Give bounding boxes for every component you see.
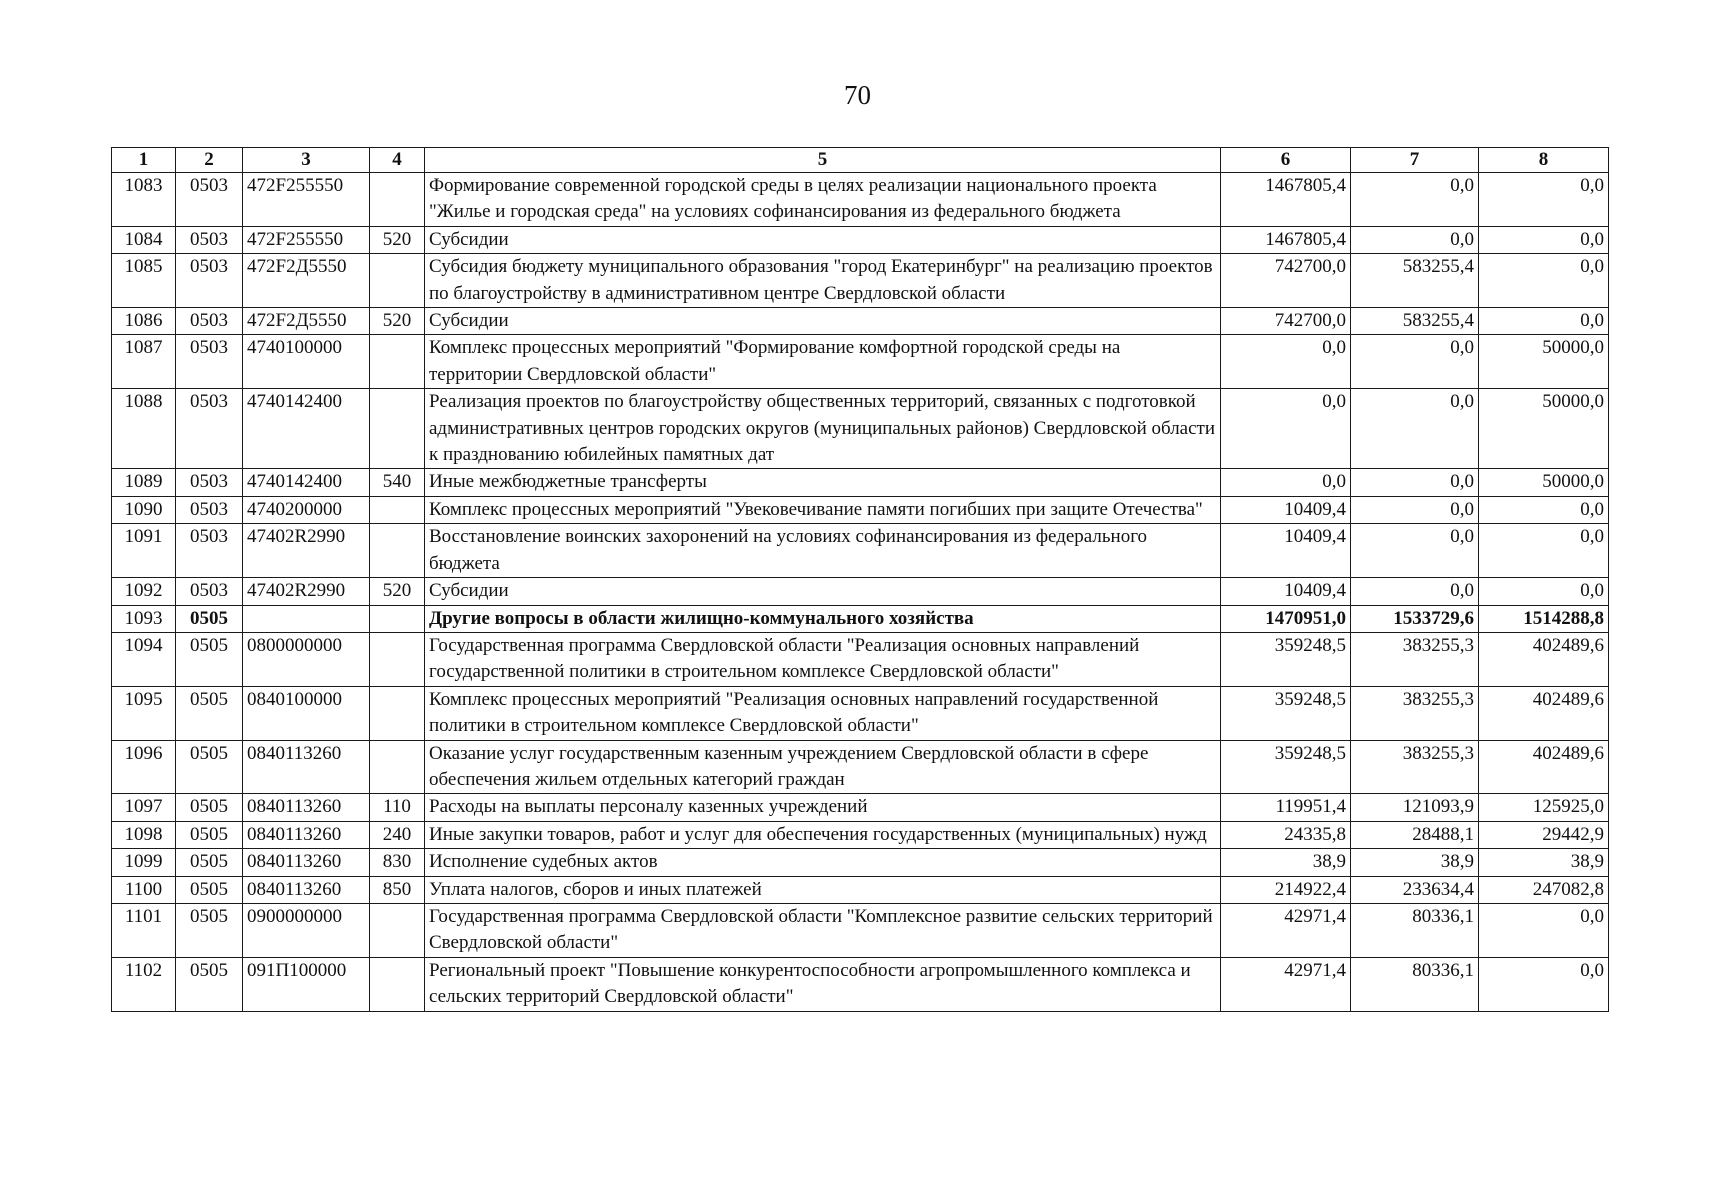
amount-year-3: 0,0 (1479, 578, 1609, 605)
amount-year-1: 38,9 (1221, 849, 1351, 876)
column-header: 1 (112, 148, 176, 173)
amount-year-1: 214922,4 (1221, 876, 1351, 903)
row-number: 1099 (112, 849, 176, 876)
amount-year-1: 0,0 (1221, 335, 1351, 389)
column-header: 7 (1351, 148, 1479, 173)
amount-year-3: 38,9 (1479, 849, 1609, 876)
row-number: 1095 (112, 686, 176, 740)
amount-year-1: 10409,4 (1221, 496, 1351, 523)
table-body (112, 173, 1609, 1012)
table-row (112, 957, 1609, 1011)
amount-year-1: 10409,4 (1221, 578, 1351, 605)
table-header-row (112, 148, 1609, 173)
target-article-code: 091П100000 (243, 957, 370, 1011)
expense-type-code (370, 903, 425, 957)
amount-year-3: 0,0 (1479, 308, 1609, 335)
row-number: 1086 (112, 308, 176, 335)
table-row (112, 524, 1609, 578)
section-code: 0503 (176, 335, 243, 389)
amount-year-2: 80336,1 (1351, 903, 1479, 957)
target-article-code: 0840100000 (243, 686, 370, 740)
table-row (112, 632, 1609, 686)
amount-year-3: 247082,8 (1479, 876, 1609, 903)
section-code: 0503 (176, 389, 243, 469)
target-article-code: 0840113260 (243, 849, 370, 876)
row-number: 1089 (112, 469, 176, 496)
expense-type-code: 540 (370, 469, 425, 496)
column-header: 6 (1221, 148, 1351, 173)
expense-type-code (370, 605, 425, 632)
amount-year-2: 1533729,6 (1351, 605, 1479, 632)
row-description: Государственная программа Свердловской области "Реализация основных направлений государственной политики в строительном комплексе Свердловской области" (425, 632, 1221, 686)
expense-type-code (370, 496, 425, 523)
row-description: Уплата налогов, сборов и иных платежей (425, 876, 1221, 903)
row-number: 1097 (112, 794, 176, 821)
table-row (112, 469, 1609, 496)
table-row (112, 389, 1609, 469)
row-number: 1087 (112, 335, 176, 389)
amount-year-3: 0,0 (1479, 903, 1609, 957)
column-header: 5 (425, 148, 1221, 173)
amount-year-2: 0,0 (1351, 389, 1479, 469)
table-row (112, 496, 1609, 523)
amount-year-3: 402489,6 (1479, 686, 1609, 740)
amount-year-2: 583255,4 (1351, 254, 1479, 308)
expense-type-code (370, 740, 425, 794)
amount-year-2: 383255,3 (1351, 686, 1479, 740)
amount-year-2: 0,0 (1351, 578, 1479, 605)
amount-year-1: 1470951,0 (1221, 605, 1351, 632)
target-article-code: 4740200000 (243, 496, 370, 523)
row-number: 1085 (112, 254, 176, 308)
section-code: 0505 (176, 876, 243, 903)
row-number: 1083 (112, 173, 176, 227)
amount-year-3: 0,0 (1479, 226, 1609, 253)
row-description: Субсидии (425, 578, 1221, 605)
column-header: 3 (243, 148, 370, 173)
target-article-code: 47402R2990 (243, 578, 370, 605)
amount-year-1: 359248,5 (1221, 740, 1351, 794)
row-number: 1102 (112, 957, 176, 1011)
amount-year-2: 583255,4 (1351, 308, 1479, 335)
amount-year-1: 0,0 (1221, 389, 1351, 469)
row-description: Комплекс процессных мероприятий "Реализация основных направлений государственной политики в строительном комплексе Свердловской области" (425, 686, 1221, 740)
amount-year-2: 0,0 (1351, 496, 1479, 523)
target-article-code: 0900000000 (243, 903, 370, 957)
page-number: 70 (844, 80, 871, 110)
target-article-code: 0840113260 (243, 821, 370, 848)
amount-year-1: 42971,4 (1221, 957, 1351, 1011)
amount-year-1: 10409,4 (1221, 524, 1351, 578)
row-description: Региональный проект "Повышение конкурентоспособности агропромышленного комплекса и сельских территорий Свердловской области" (425, 957, 1221, 1011)
expense-type-code: 520 (370, 308, 425, 335)
table-row (112, 794, 1609, 821)
row-number: 1100 (112, 876, 176, 903)
section-code: 0503 (176, 469, 243, 496)
target-article-code: 0840113260 (243, 740, 370, 794)
table-row (112, 605, 1609, 632)
section-code: 0503 (176, 173, 243, 227)
section-code: 0505 (176, 849, 243, 876)
row-description: Комплекс процессных мероприятий "Формирование комфортной городской среды на территории Свердловской области" (425, 335, 1221, 389)
expense-type-code (370, 957, 425, 1011)
table-row (112, 821, 1609, 848)
amount-year-3: 1514288,8 (1479, 605, 1609, 632)
table-row (112, 686, 1609, 740)
amount-year-3: 402489,6 (1479, 740, 1609, 794)
section-code: 0505 (176, 957, 243, 1011)
section-code: 0503 (176, 578, 243, 605)
amount-year-1: 1467805,4 (1221, 226, 1351, 253)
row-number: 1084 (112, 226, 176, 253)
amount-year-1: 1467805,4 (1221, 173, 1351, 227)
row-number: 1090 (112, 496, 176, 523)
row-description: Оказание услуг государственным казенным учреждением Свердловской области в сфере обеспечения жильем отдельных категорий граждан (425, 740, 1221, 794)
amount-year-3: 29442,9 (1479, 821, 1609, 848)
amount-year-3: 0,0 (1479, 524, 1609, 578)
expense-type-code (370, 389, 425, 469)
target-article-code: 472F255550 (243, 226, 370, 253)
target-article-code: 4740100000 (243, 335, 370, 389)
section-code: 0505 (176, 632, 243, 686)
expense-type-code: 520 (370, 226, 425, 253)
expense-type-code: 830 (370, 849, 425, 876)
amount-year-1: 359248,5 (1221, 686, 1351, 740)
row-number: 1091 (112, 524, 176, 578)
table-row (112, 903, 1609, 957)
table-row (112, 308, 1609, 335)
expense-type-code (370, 686, 425, 740)
amount-year-2: 233634,4 (1351, 876, 1479, 903)
column-header: 2 (176, 148, 243, 173)
amount-year-3: 50000,0 (1479, 389, 1609, 469)
section-code: 0505 (176, 605, 243, 632)
amount-year-1: 0,0 (1221, 469, 1351, 496)
row-description: Иные закупки товаров, работ и услуг для обеспечения государственных (муниципальных) нужд (425, 821, 1221, 848)
amount-year-3: 50000,0 (1479, 469, 1609, 496)
target-article-code: 47402R2990 (243, 524, 370, 578)
row-description: Расходы на выплаты персоналу казенных учреждений (425, 794, 1221, 821)
section-code: 0505 (176, 903, 243, 957)
amount-year-3: 402489,6 (1479, 632, 1609, 686)
row-description: Формирование современной городской среды в целях реализации национального проекта "Жилье и городская среда" на условиях софинансирования из федерального бюджета (425, 173, 1221, 227)
table-row (112, 876, 1609, 903)
amount-year-2: 38,9 (1351, 849, 1479, 876)
amount-year-2: 383255,3 (1351, 740, 1479, 794)
amount-year-2: 80336,1 (1351, 957, 1479, 1011)
table-row (112, 849, 1609, 876)
amount-year-2: 0,0 (1351, 524, 1479, 578)
target-article-code: 472F255550 (243, 173, 370, 227)
amount-year-2: 121093,9 (1351, 794, 1479, 821)
budget-table (111, 147, 1609, 1012)
section-code: 0503 (176, 496, 243, 523)
amount-year-3: 0,0 (1479, 957, 1609, 1011)
row-number: 1096 (112, 740, 176, 794)
amount-year-1: 742700,0 (1221, 254, 1351, 308)
row-number: 1088 (112, 389, 176, 469)
amount-year-3: 125925,0 (1479, 794, 1609, 821)
row-description: Восстановление воинских захоронений на условиях софинансирования из федерального бюджета (425, 524, 1221, 578)
column-header: 8 (1479, 148, 1609, 173)
target-article-code: 472F2Д5550 (243, 308, 370, 335)
amount-year-1: 119951,4 (1221, 794, 1351, 821)
expense-type-code (370, 632, 425, 686)
amount-year-1: 24335,8 (1221, 821, 1351, 848)
section-code: 0503 (176, 254, 243, 308)
row-number: 1094 (112, 632, 176, 686)
section-code: 0503 (176, 226, 243, 253)
row-description: Субсидии (425, 308, 1221, 335)
section-code: 0503 (176, 308, 243, 335)
target-article-code: 0840113260 (243, 794, 370, 821)
table-row (112, 578, 1609, 605)
row-number: 1092 (112, 578, 176, 605)
row-description: Субсидии (425, 226, 1221, 253)
amount-year-3: 50000,0 (1479, 335, 1609, 389)
row-description: Государственная программа Свердловской области "Комплексное развитие сельских территорий Свердловской области" (425, 903, 1221, 957)
expense-type-code (370, 524, 425, 578)
target-article-code: 472F2Д5550 (243, 254, 370, 308)
target-article-code: 0800000000 (243, 632, 370, 686)
amount-year-1: 42971,4 (1221, 903, 1351, 957)
amount-year-2: 0,0 (1351, 469, 1479, 496)
row-description: Исполнение судебных актов (425, 849, 1221, 876)
amount-year-2: 0,0 (1351, 173, 1479, 227)
amount-year-3: 0,0 (1479, 496, 1609, 523)
row-number: 1093 (112, 605, 176, 632)
section-code: 0503 (176, 524, 243, 578)
amount-year-2: 0,0 (1351, 226, 1479, 253)
amount-year-1: 359248,5 (1221, 632, 1351, 686)
section-code: 0505 (176, 794, 243, 821)
section-code: 0505 (176, 740, 243, 794)
expense-type-code: 850 (370, 876, 425, 903)
row-description: Комплекс процессных мероприятий "Увековечивание памяти погибших при защите Отечества" (425, 496, 1221, 523)
target-article-code: 0840113260 (243, 876, 370, 903)
amount-year-1: 742700,0 (1221, 308, 1351, 335)
amount-year-3: 0,0 (1479, 173, 1609, 227)
expense-type-code: 520 (370, 578, 425, 605)
expense-type-code: 240 (370, 821, 425, 848)
expense-type-code (370, 173, 425, 227)
amount-year-3: 0,0 (1479, 254, 1609, 308)
table-row (112, 740, 1609, 794)
table-row (112, 335, 1609, 389)
section-code: 0505 (176, 686, 243, 740)
row-description: Реализация проектов по благоустройству общественных территорий, связанных с подготовкой административных центров городских округов (муниципальных районов) Свердловской области к празднованию юбилейных памятных дат (425, 389, 1221, 469)
table-row (112, 254, 1609, 308)
amount-year-2: 28488,1 (1351, 821, 1479, 848)
row-description: Иные межбюджетные трансферты (425, 469, 1221, 496)
row-description: Субсидия бюджету муниципального образования "город Екатеринбург" на реализацию проектов по благоустройству в административном центре Свердловской области (425, 254, 1221, 308)
amount-year-2: 0,0 (1351, 335, 1479, 389)
section-code: 0505 (176, 821, 243, 848)
expense-type-code: 110 (370, 794, 425, 821)
table-row (112, 226, 1609, 253)
row-number: 1098 (112, 821, 176, 848)
target-article-code: 4740142400 (243, 389, 370, 469)
target-article-code (243, 605, 370, 632)
expense-type-code (370, 335, 425, 389)
row-number: 1101 (112, 903, 176, 957)
amount-year-2: 383255,3 (1351, 632, 1479, 686)
expense-type-code (370, 254, 425, 308)
table-row (112, 173, 1609, 227)
column-header: 4 (370, 148, 425, 173)
target-article-code: 4740142400 (243, 469, 370, 496)
row-description: Другие вопросы в области жилищно-коммунального хозяйства (425, 605, 1221, 632)
